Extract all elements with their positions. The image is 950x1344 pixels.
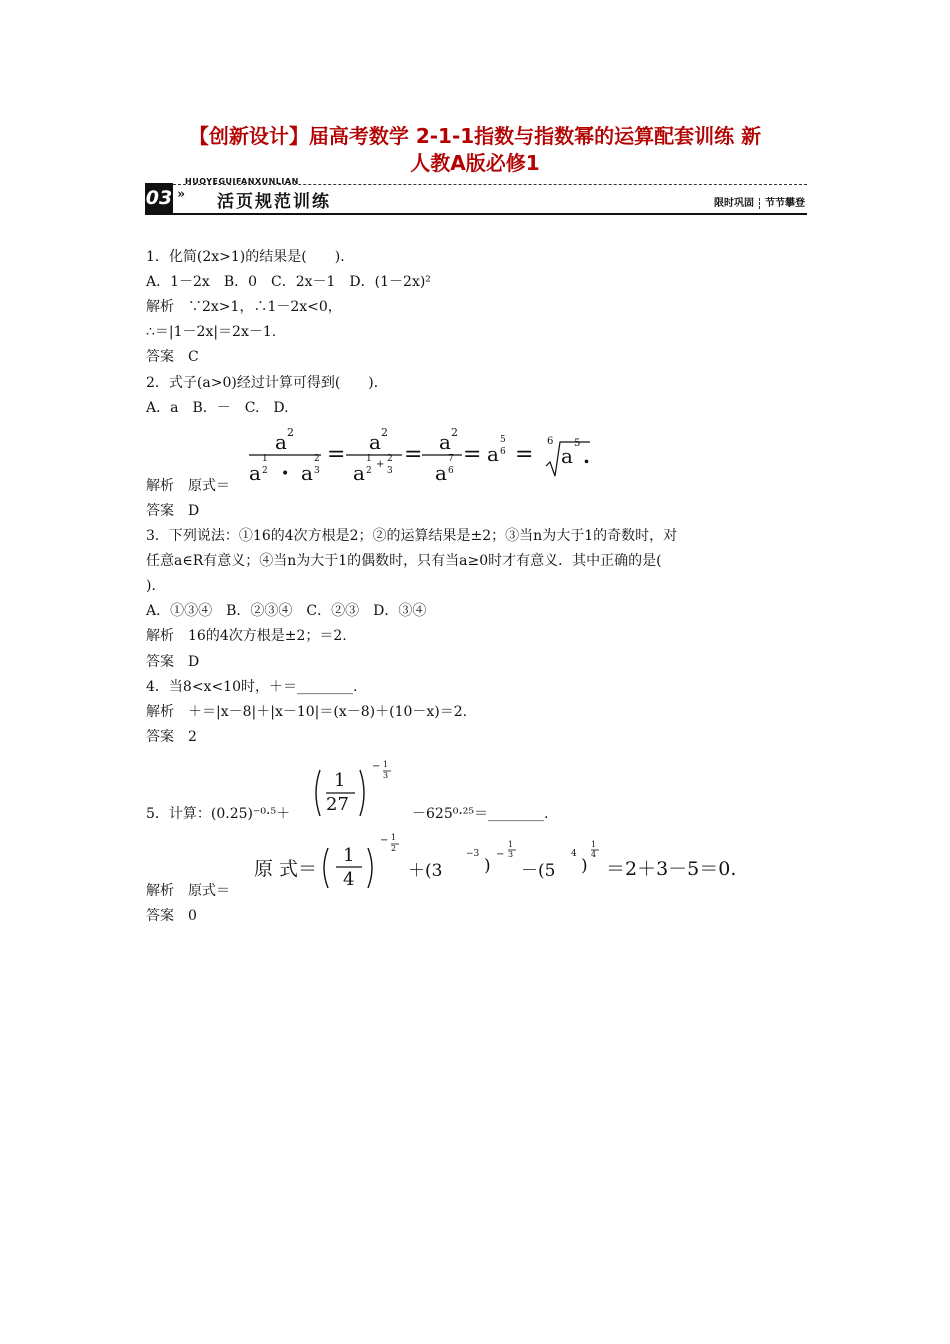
q5-answer: 答案 0: [146, 908, 197, 924]
banner-right-label: [714, 194, 805, 209]
q5-exp-sign: −: [372, 761, 381, 772]
f2-den1-exp-n: 1: [262, 454, 268, 464]
banner-name: 活页规范训练: [217, 192, 331, 212]
banner-number: 03: [145, 183, 173, 213]
banner-right-a: 限时巩固: [714, 198, 754, 209]
q5s-frac-num: 1: [343, 845, 355, 866]
q3-question-3: )．: [146, 578, 166, 594]
f2-dot: •: [281, 466, 290, 482]
q1-answer: 答案 C: [146, 349, 199, 365]
q5s-mid3: －(5: [521, 861, 556, 881]
q5s-e2: −3: [466, 849, 480, 859]
f2-end: .: [583, 444, 590, 468]
f2-den2-exp-d1: 2: [366, 466, 372, 476]
q5-analysis: 解析 原式＝: [146, 883, 230, 899]
q3-question-1: 3．下列说法：①16的4次方根是2；②的运算结果是±2；③当n为大于1的奇数时，对: [146, 528, 678, 544]
q5-question-a: 5．计算：(0.25)⁻⁰·⁵＋: [146, 806, 291, 822]
f2-eq1: =: [327, 442, 346, 467]
q5s-e3-n: 1: [508, 840, 514, 849]
q5s-mid4: ): [581, 856, 588, 876]
q5s-e1-sign: −: [380, 835, 389, 846]
q3-answer: 答案 D: [146, 654, 200, 670]
f2-root-exp: 5: [574, 438, 581, 449]
q3-options: A．①③④ B．②③④ C．②③ D．③④: [146, 603, 427, 619]
q5-frac-num: 1: [334, 770, 346, 791]
q5s-tail: ＝2＋3－5＝0.: [606, 858, 737, 880]
q2-options: A．a B．－ C. D.: [146, 400, 289, 416]
q5s-e3-sign: −: [496, 849, 505, 860]
f2-num2-a: a: [369, 430, 381, 454]
banner-pinyin: HUOYEGUIFANXUNLIAN: [185, 177, 299, 186]
f2-den2-exp-n1: 1: [366, 454, 372, 464]
f2-num1-a: a: [275, 430, 287, 454]
q1-options: A．1－2x B．0 C．2x－1 D．(1－2x)²: [146, 274, 431, 290]
q1-analysis: 解析 ∵2x>1，∴1－2x<0，: [146, 299, 342, 315]
f2-den1-a: a: [249, 461, 261, 485]
q5s-mid2: ): [484, 856, 491, 876]
q5s-e5-d: 4: [591, 850, 597, 859]
banner-right-b: 节节攀登: [765, 198, 805, 209]
q3-analysis: 解析 16的4次方根是±2；＝2.: [146, 628, 347, 644]
f2-den1-exp-d: 2: [262, 466, 268, 476]
q5-fraction: [310, 760, 410, 820]
q5-question-b: －625⁰·²⁵＝________.: [412, 806, 549, 822]
q5s-e1-n: 1: [391, 833, 397, 842]
q4-question: 4．当8<x<10时，＋＝________.: [146, 679, 358, 695]
q2-answer: 答案 D: [146, 503, 200, 519]
f2-num3-exp: 2: [451, 426, 458, 439]
f2-eq3: =: [463, 442, 482, 467]
f2-num2-exp: 2: [381, 426, 388, 439]
f2-den3-exp-n: 7: [448, 454, 454, 464]
double-chevron-icon: »: [177, 187, 186, 202]
f2-res-exp-n: 5: [500, 435, 506, 445]
q2-analysis: 解析 原式＝: [146, 478, 230, 494]
f2-den3-a: a: [435, 461, 447, 485]
f2-root-index: 6: [547, 436, 554, 447]
q2-formula: [245, 426, 595, 488]
q5s-e5-n: 1: [591, 840, 597, 849]
banner-bottom-rule: [145, 213, 807, 215]
q4-answer: 答案 2: [146, 729, 197, 745]
section-banner: [145, 175, 807, 215]
q5s-e4: 4: [571, 849, 577, 859]
f2-root-a: a: [561, 444, 573, 468]
f2-den2-plus: +: [376, 459, 385, 470]
q2-question: 2．式子(a>0)经过计算可得到( )．: [146, 375, 388, 391]
q5s-e3-d: 3: [508, 850, 514, 859]
f2-den2-a: a: [353, 461, 365, 485]
f2-den2-exp-d2: 3: [387, 466, 393, 476]
f2-den2-exp-n2: 2: [387, 454, 393, 464]
f2-res-exp-d: 6: [500, 447, 506, 457]
q3-question-2: 任意a∈R有意义；④当n为大于1的偶数时，只有当a≥0时才有意义．其中正确的是(: [146, 553, 662, 569]
f2-num1-exp: 2: [287, 426, 294, 439]
document-title: [130, 123, 820, 177]
f2-eq2: =: [404, 442, 423, 467]
q5s-lead: 原 式＝: [254, 858, 318, 880]
f2-num3-a: a: [439, 430, 451, 454]
f2-res-a: a: [487, 442, 499, 466]
f2-den3-exp-d: 6: [448, 466, 454, 476]
title-line-2: 人教A版必修1: [410, 151, 540, 175]
q5s-mid1: ＋(3: [408, 861, 443, 881]
q5-exp-n: 1: [383, 760, 389, 769]
f2-eq4: =: [515, 442, 534, 467]
q5s-e1-d: 2: [391, 844, 397, 853]
f2-den1-exp2-d: 3: [314, 466, 320, 476]
q5s-frac-den: 4: [343, 869, 355, 890]
q5-exp-d: 3: [383, 771, 389, 780]
q1-analysis-2: ∴＝|1－2x|＝2x－1.: [146, 324, 277, 340]
f2-den1-exp2-n: 2: [314, 454, 320, 464]
title-line-1: 【创新设计】届高考数学 2-1-1指数与指数幂的运算配套训练 新: [188, 124, 762, 148]
q1-question: 1．化简(2x>1)的结果是( )．: [146, 249, 355, 265]
f2-den1-a2: a: [301, 461, 313, 485]
q5-solution-formula: [250, 833, 770, 892]
q4-analysis: 解析 ＋＝|x－8|＋|x－10|＝(x－8)＋(10－x)＝2.: [146, 704, 468, 720]
q5-frac-den: 27: [326, 794, 349, 815]
